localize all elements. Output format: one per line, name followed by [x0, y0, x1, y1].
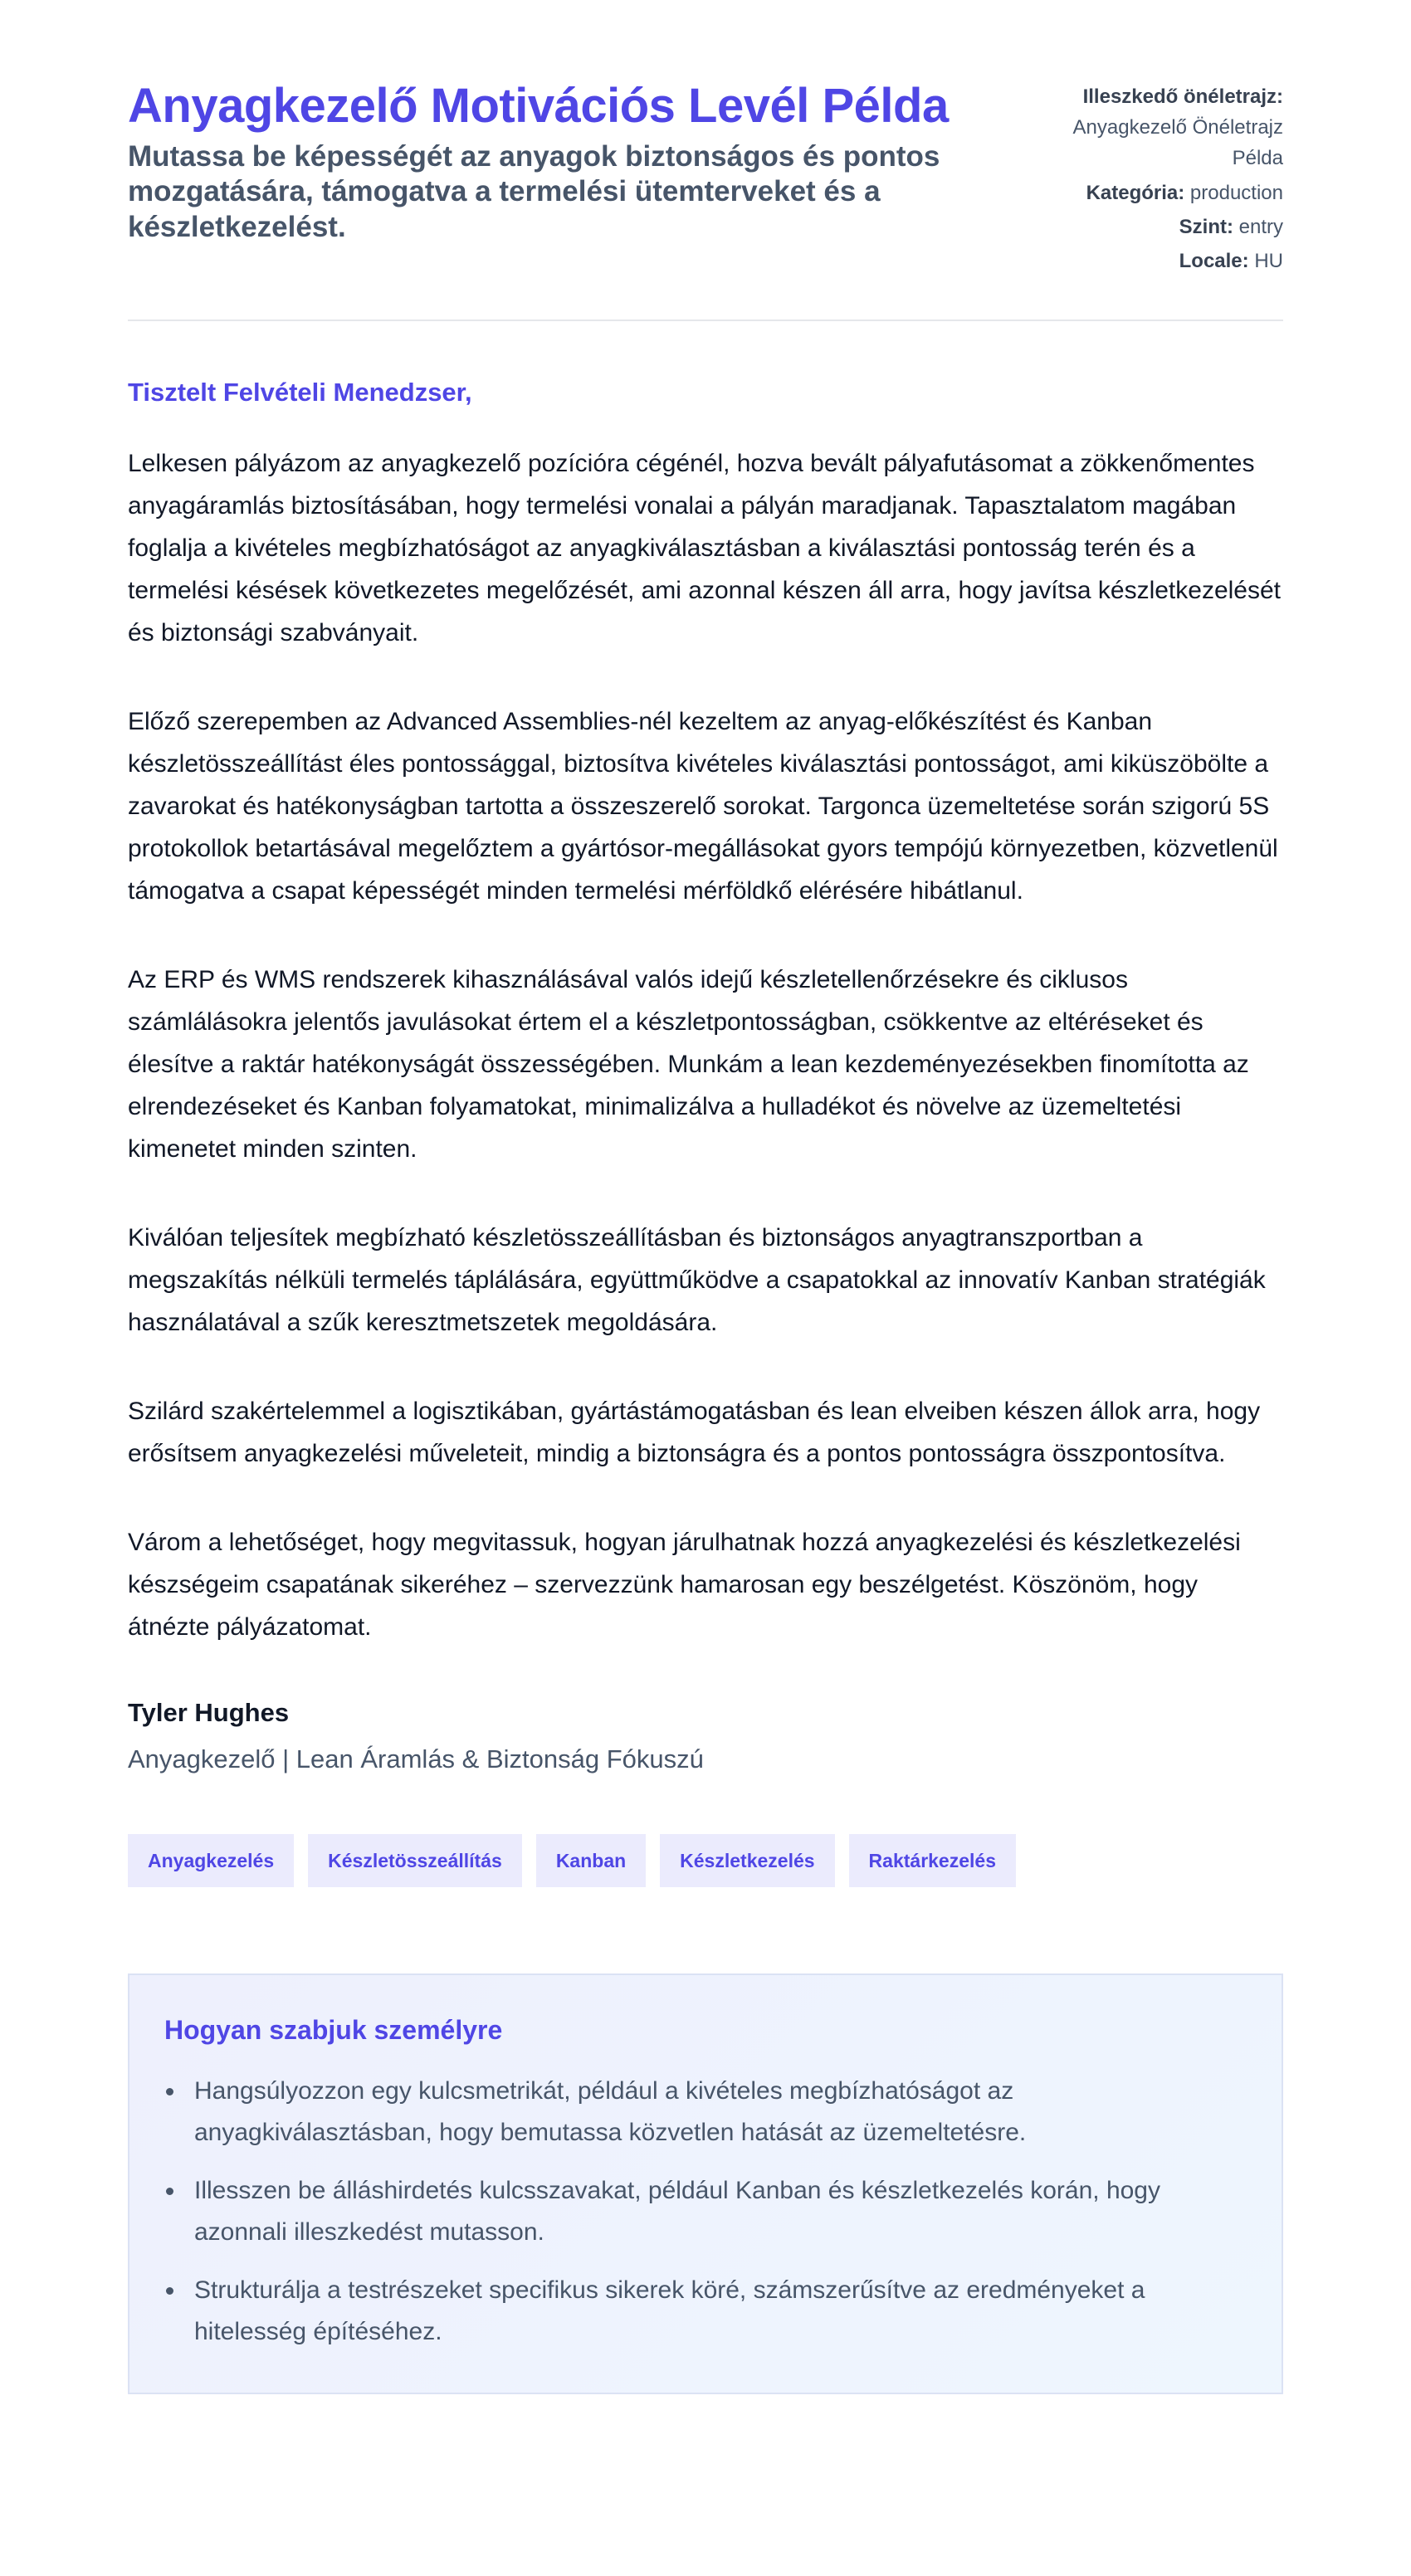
meta-level: [1034, 212, 1283, 242]
meta-resume-label: Illeszkedő önéletrajz:: [1082, 85, 1283, 108]
letter-paragraph: Lelkesen pályázom az anyagkezelő pozícióra cégénél, hozva bevált pályafutásomat a zökkenőmentes anyagáramlás biztosításában, hogy termelési vonalai a pályán maradjanak. Tapasztalatom magában foglalja a kivételes megbízhatóságot az anyagkiválasztásban a kiválasztási pontosság terén és a termelési késések következetes megelőzését, ami azonnal készen áll arra, hogy javítsa készletkezelését és biztonsági szabványait.: [128, 450, 1282, 647]
meta-locale-label: Locale:: [1179, 249, 1249, 272]
letter-paragraph: Szilárd szakértelemmel a logisztikában, gyártástámogatásban és lean elveiben készen állok arra, hogy erősítsem anyagkezelési műveleteit, mindig a biztonságra és a pontos pontosságra összpontosítva.: [128, 1398, 1261, 1468]
signature: [128, 1698, 1283, 1774]
tag: Anyagkezelés: [128, 1834, 294, 1887]
tip-item: Illesszen be álláshirdetés kulcsszavakat, például Kanban és készletkezelés korán, hogy azonnali illeszkedést mutasson.: [164, 2170, 1247, 2253]
meta-level-label: Szint:: [1179, 215, 1233, 238]
tips-list: [164, 2071, 1247, 2353]
tag: Kanban: [536, 1834, 646, 1887]
customization-tips: [128, 1973, 1283, 2394]
tag-list: [128, 1834, 1283, 1887]
page-title: Anyagkezelő Motivációs Levél Példa: [128, 79, 949, 133]
meta-category-value: production: [1189, 181, 1283, 204]
meta-panel: [1034, 80, 1283, 280]
meta-resume-value: Anyagkezelő Önéletrajz Példa: [1072, 116, 1283, 170]
tip-item: Strukturálja a testrészeket specifikus sikerek köré, számszerűsítve az eredményeket a hitelesség építéséhez.: [164, 2270, 1247, 2353]
meta-category-label: Kategória:: [1086, 181, 1185, 204]
tag: Készletkezelés: [660, 1834, 834, 1887]
header-titles: [128, 80, 1008, 246]
meta-resume: [1034, 81, 1283, 174]
meta-category: [1034, 178, 1283, 208]
letter-paragraph: Várom a lehetőséget, hogy megvitassuk, hogyan járulhatnak hozzá anyagkezelési és készletkezelési készségeim csapatának sikeréhez – szervezzünk hamarosan egy beszélgetést. Köszönöm, hogy átnézte pályázatomat.: [128, 1529, 1241, 1642]
tag: Raktárkezelés: [849, 1834, 1016, 1887]
tips-title: Hogyan szabjuk személyre: [164, 2015, 503, 2046]
letter-greeting: Tisztelt Felvételi Menedzser,: [128, 378, 472, 407]
header: [128, 80, 1283, 321]
page-subtitle: Mutassa be képességét az anyagok biztonságos és pontos mozgatására, támogatva a termelési ütemterveket és a készletkezelést.: [128, 139, 940, 244]
letter-paragraph: Az ERP és WMS rendszerek kihasználásával valós idejű készletellenőrzésekre és ciklusos számlálásokra jelentős javulásokat értem el a készletpontosságban, csökkentve az eltéréseket és élesítve a raktár hatékonyságát összességében. Munkám a lean kezdeményezésekben finomította az elrendezéseket és Kanban folyamatokat, minimalizálva a hulladékot és növelve az üzemeltetési kimenetet minden szinten.: [128, 966, 1249, 1164]
tag: Készletösszeállítás: [308, 1834, 522, 1887]
meta-locale: [1034, 246, 1283, 276]
tip-item: Hangsúlyozzon egy kulcsmetrikát, például a kivételes megbízhatóságot az anyagkiválasztásban, hogy bemutassa közvetlen hatását az üzemeltetésre.: [164, 2071, 1247, 2154]
letter-body: [128, 442, 1283, 1648]
signature-role: Anyagkezelő | Lean Áramlás & Biztonság Fókuszú: [128, 1744, 704, 1774]
meta-locale-value: HU: [1254, 249, 1283, 272]
signature-name: Tyler Hughes: [128, 1698, 290, 1728]
meta-level-value: entry: [1238, 215, 1283, 238]
letter-paragraph: Kiválóan teljesítek megbízható készletösszeállításban és biztonságos anyagtranszportban a megszakítás nélküli termelés táplálására, együttműködve a csapatokkal az innovatív Kanban stratégiák használatával a szűk keresztmetszetek megoldására.: [128, 1224, 1266, 1337]
letter-paragraph: Előző szerepemben az Advanced Assemblies-nél kezeltem az anyag-előkészítést és Kanban készletösszeállítást éles pontossággal, biztosítva kivételes kiválasztási pontosságot, ami kiküszöbölte a zavarokat és hatékonyságban tartotta a összeszerelő sorokat. Targonca üzemeltetése során szigorú 5S protokollok betartásával megelőztem a gyártósor-megállásokat gyors tempójú környezetben, közvetlenül támogatva a csapat képességét minden termelési mérföldkő elérésére hibátlanul.: [128, 708, 1278, 905]
